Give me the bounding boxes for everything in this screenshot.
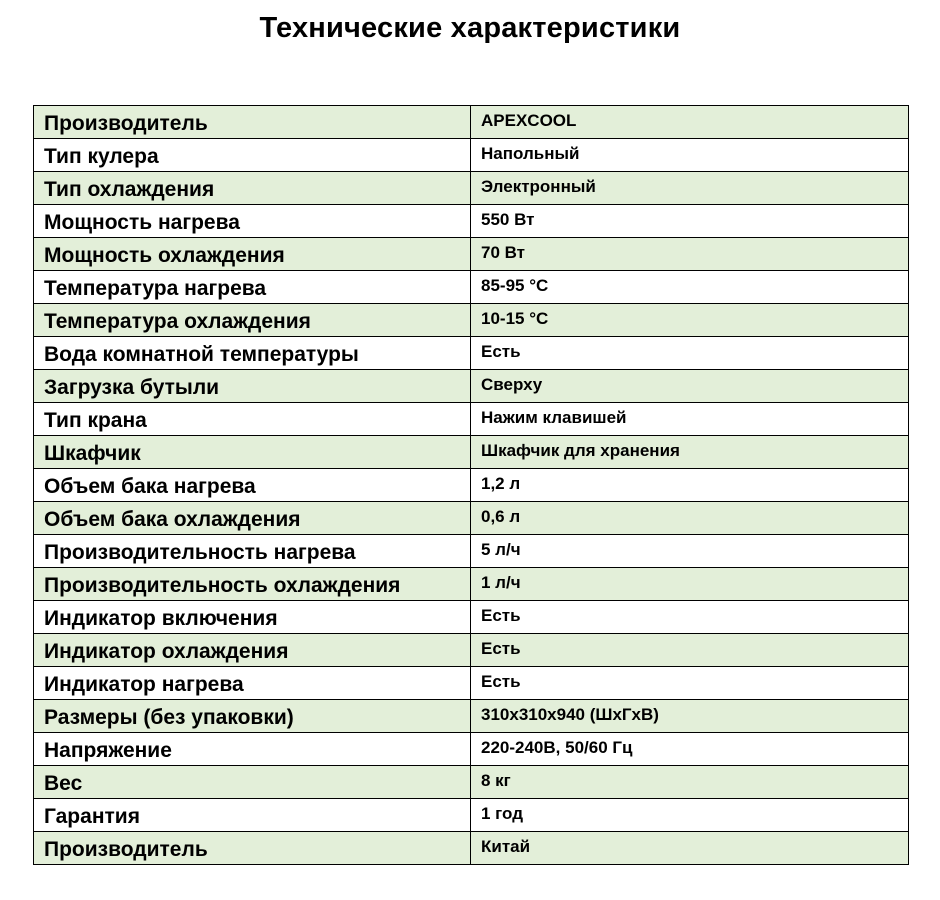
spec-name-cell: Производитель bbox=[34, 832, 471, 865]
spec-value-cell: Есть bbox=[471, 634, 909, 667]
spec-value-cell: 550 Вт bbox=[471, 205, 909, 238]
table-row bbox=[34, 502, 909, 535]
spec-name-cell: Объем бака нагрева bbox=[34, 469, 471, 502]
table-row bbox=[34, 700, 909, 733]
spec-value-cell: 220-240В, 50/60 Гц bbox=[471, 733, 909, 766]
spec-table bbox=[33, 105, 909, 865]
spec-value-cell: 5 л/ч bbox=[471, 535, 909, 568]
spec-value-cell: 1 л/ч bbox=[471, 568, 909, 601]
spec-value-cell: 10-15 °С bbox=[471, 304, 909, 337]
spec-name-cell: Вес bbox=[34, 766, 471, 799]
spec-value-cell: Сверху bbox=[471, 370, 909, 403]
spec-name-cell: Производитель bbox=[34, 106, 471, 139]
spec-value-cell: Электронный bbox=[471, 172, 909, 205]
table-row bbox=[34, 205, 909, 238]
spec-name-cell: Мощность охлаждения bbox=[34, 238, 471, 271]
spec-name-cell: Индикатор нагрева bbox=[34, 667, 471, 700]
spec-value-cell: 310х310х940 (ШхГхВ) bbox=[471, 700, 909, 733]
table-row bbox=[34, 304, 909, 337]
spec-value-cell: Есть bbox=[471, 601, 909, 634]
table-row bbox=[34, 106, 909, 139]
table-row bbox=[34, 436, 909, 469]
spec-name-cell: Объем бака охлаждения bbox=[34, 502, 471, 535]
table-row bbox=[34, 535, 909, 568]
table-row bbox=[34, 337, 909, 370]
table-row bbox=[34, 667, 909, 700]
table-row bbox=[34, 733, 909, 766]
spec-name-cell: Вода комнатной температуры bbox=[34, 337, 471, 370]
page-title: Технические характеристики bbox=[259, 12, 681, 44]
spec-value-cell: 70 Вт bbox=[471, 238, 909, 271]
spec-name-cell: Гарантия bbox=[34, 799, 471, 832]
spec-value-cell: Есть bbox=[471, 337, 909, 370]
spec-value-cell: Китай bbox=[471, 832, 909, 865]
spec-value-cell: 1 год bbox=[471, 799, 909, 832]
spec-name-cell: Загрузка бутыли bbox=[34, 370, 471, 403]
table-row bbox=[34, 832, 909, 865]
spec-name-cell: Индикатор включения bbox=[34, 601, 471, 634]
table-row bbox=[34, 238, 909, 271]
spec-name-cell: Тип кулера bbox=[34, 139, 471, 172]
spec-name-cell: Тип крана bbox=[34, 403, 471, 436]
table-row bbox=[34, 139, 909, 172]
spec-name-cell: Размеры (без упаковки) bbox=[34, 700, 471, 733]
table-row bbox=[34, 634, 909, 667]
spec-value-cell: 0,6 л bbox=[471, 502, 909, 535]
table-row bbox=[34, 601, 909, 634]
table-row bbox=[34, 766, 909, 799]
table-row bbox=[34, 172, 909, 205]
table-row bbox=[34, 799, 909, 832]
spec-value-cell: 1,2 л bbox=[471, 469, 909, 502]
spec-name-cell: Индикатор охлаждения bbox=[34, 634, 471, 667]
spec-table-body bbox=[34, 106, 909, 865]
spec-name-cell: Производительность нагрева bbox=[34, 535, 471, 568]
table-row bbox=[34, 370, 909, 403]
table-row bbox=[34, 403, 909, 436]
spec-value-cell: APEXCOOL bbox=[471, 106, 909, 139]
table-row bbox=[34, 469, 909, 502]
spec-name-cell: Мощность нагрева bbox=[34, 205, 471, 238]
spec-name-cell: Температура нагрева bbox=[34, 271, 471, 304]
spec-value-cell: Нажим клавишей bbox=[471, 403, 909, 436]
spec-value-cell: 85-95 °С bbox=[471, 271, 909, 304]
spec-value-cell: Шкафчик для хранения bbox=[471, 436, 909, 469]
spec-name-cell: Напряжение bbox=[34, 733, 471, 766]
spec-value-cell: Напольный bbox=[471, 139, 909, 172]
spec-value-cell: 8 кг bbox=[471, 766, 909, 799]
table-row bbox=[34, 568, 909, 601]
spec-name-cell: Производительность охлаждения bbox=[34, 568, 471, 601]
spec-name-cell: Тип охлаждения bbox=[34, 172, 471, 205]
table-row bbox=[34, 271, 909, 304]
spec-name-cell: Шкафчик bbox=[34, 436, 471, 469]
spec-name-cell: Температура охлаждения bbox=[34, 304, 471, 337]
spec-value-cell: Есть bbox=[471, 667, 909, 700]
